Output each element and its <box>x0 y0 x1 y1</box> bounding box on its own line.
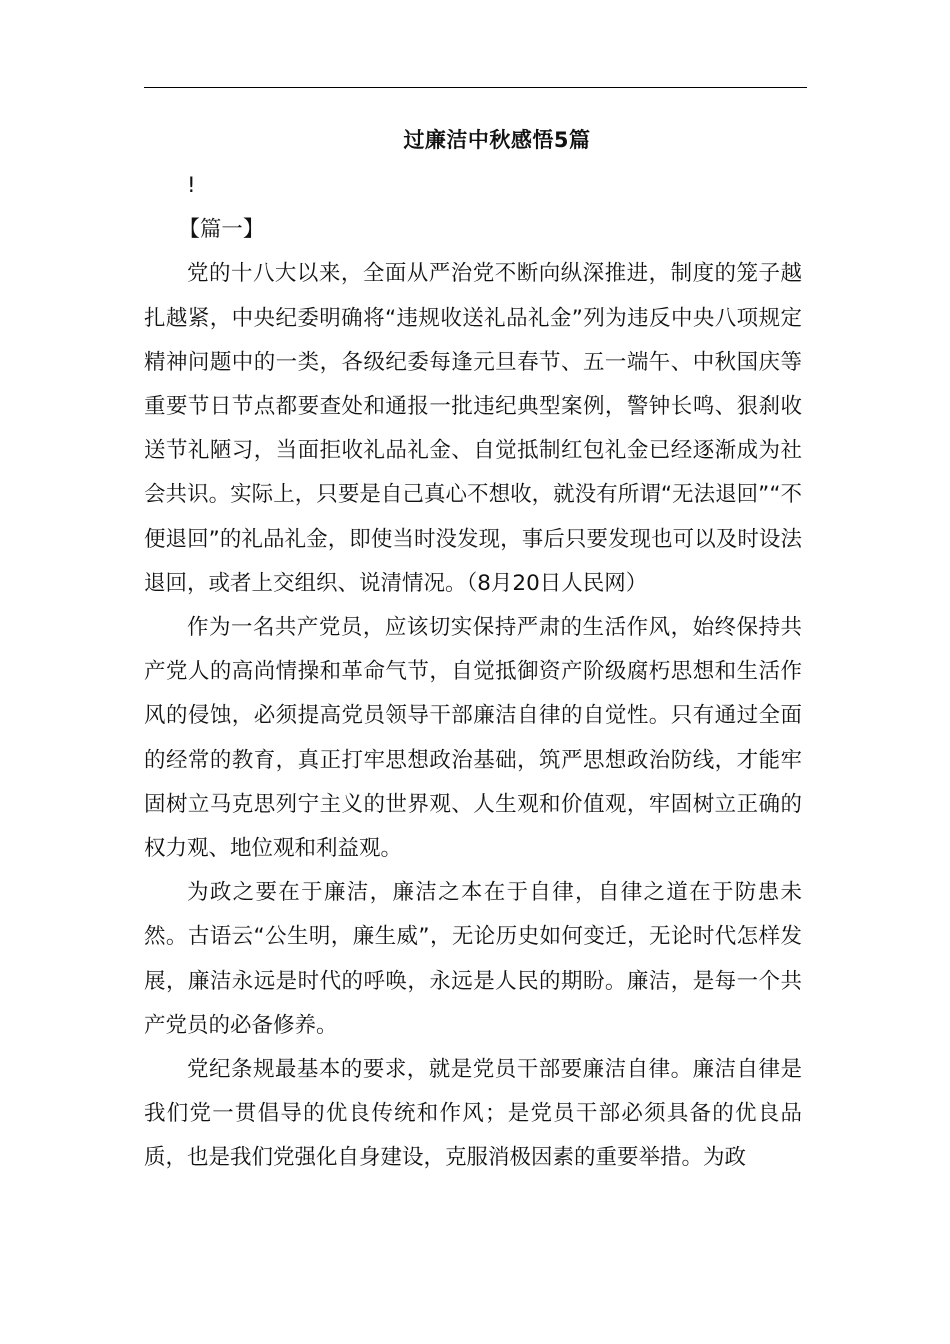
paragraph: 党的十八大以来，全面从严治党不断向纵深推进，制度的笼子越扎越紧，中央纪委明确将“违规收送礼品礼金”列为违反中央八项规定精神问题中的一类，各级纪委每逢元旦春节、五一端午、中秋国庆等重要节日节点都要查处和通报一批违纪典型案例，警钟长鸣、狠刹收送节礼陋习，当面拒收礼品礼金、自觉抵制红包礼金已经逐渐成为社会共识。实际上，只要是自己真心不想收，就没有所谓“无法退回”“不便退回”的礼品礼金，即使当时没发现，事后只要发现也可以及时设法退回，或者上交组织、说清情况。（8月20日人民网） <box>144 261 802 596</box>
document-title: 过廉洁中秋感悟5篇 <box>403 128 591 152</box>
header-rule <box>144 87 807 88</box>
document-body <box>144 164 802 1181</box>
section-heading: 【篇一】 <box>178 217 265 243</box>
paragraph: 党纪条规最基本的要求，就是党员干部要廉洁自律。廉洁自律是我们党一贯倡导的优良传统和作风；是党员干部必须具备的优良品质，也是我们党强化自身建设，克服消极因素的重要举措。为政 <box>144 1057 802 1171</box>
stray-mark: ! <box>187 173 196 198</box>
paragraph: 为政之要在于廉洁，廉洁之本在于自律，自律之道在于防患未然。古语云“公生明，廉生威”，无论历史如何变迁，无论时代怎样发展，廉洁永远是时代的呼唤，永远是人民的期盼。廉洁，是每一个共产党员的必备修养。 <box>144 880 802 1038</box>
paragraph: 作为一名共产党员，应该切实保持严肃的生活作风，始终保持共产党人的高尚情操和革命气节，自觉抵御资产阶级腐朽思想和生活作风的侵蚀，必须提高党员领导干部廉洁自律的自觉性。只有通过全面的经常的教育，真正打牢思想政治基础，筑严思想政治防线，才能牢固树立马克思列宁主义的世界观、人生观和价值观，牢固树立正确的权力观、地位观和利益观。 <box>144 615 802 862</box>
